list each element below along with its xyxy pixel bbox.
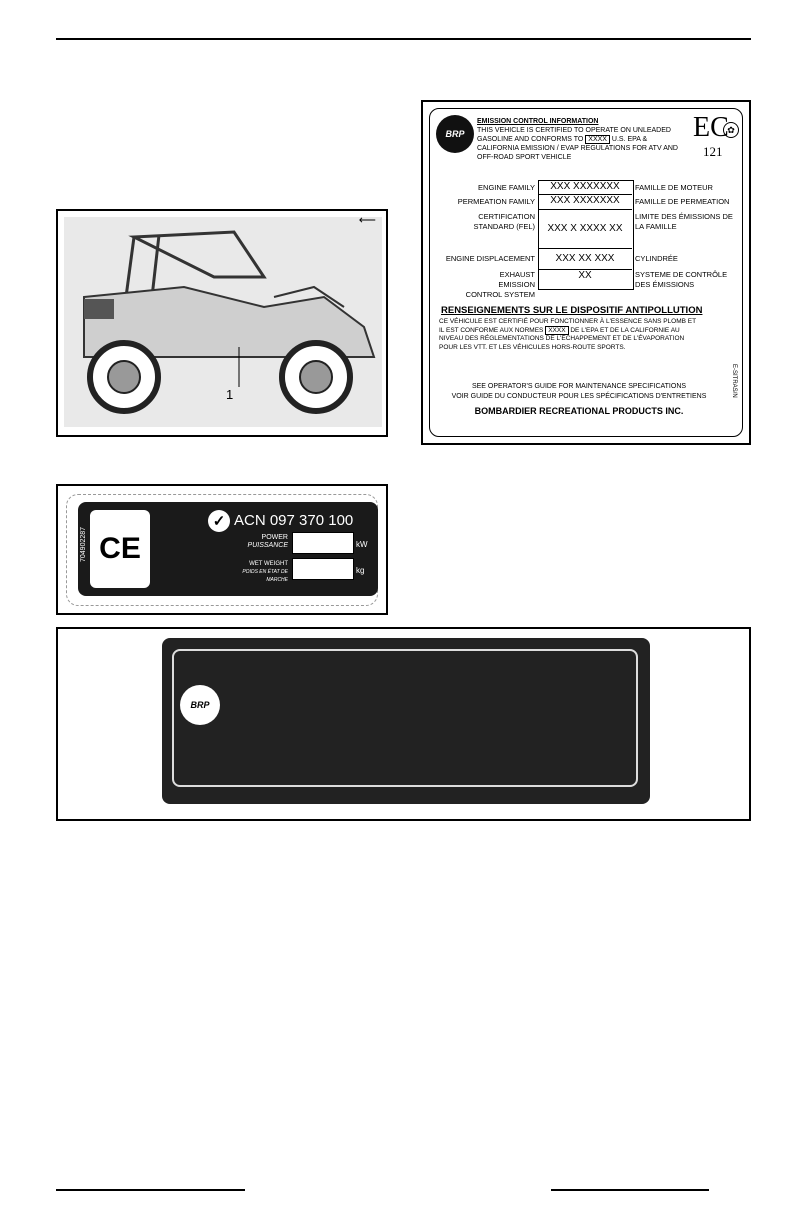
- row-value: XX: [578, 270, 592, 281]
- ce-label: [78, 502, 378, 596]
- table-divider: [538, 209, 632, 210]
- row-label-en: PERMEATION FAMILY: [457, 197, 535, 206]
- vehicle-figure: [56, 209, 388, 437]
- top-rule: [56, 38, 751, 40]
- vehicle-illustration: [64, 217, 382, 427]
- row-value: XXX XX XXX: [555, 253, 615, 264]
- bottom-rule-right: [551, 1189, 709, 1191]
- statement-line-3: CALIFORNIA EMISSION / EVAP REGULATIONS FOR ATV AND: [477, 145, 678, 152]
- weight-label: WET WEIGHT POIDS EN ÉTAT DE MARCHE: [242, 561, 288, 583]
- ce-part-code: 704902287: [80, 526, 87, 562]
- row-value: XXX X XXXX XX: [547, 223, 623, 234]
- row-label-en: ENGINE FAMILY: [478, 183, 535, 192]
- table-divider: [538, 248, 632, 249]
- bottom-rule-left: [56, 1189, 245, 1191]
- ce-label-figure: [56, 484, 388, 615]
- ce-mark: CE: [90, 510, 150, 588]
- french-statement: CE VÉHICULE EST CERTIFIÉ POUR FONCTIONNER À L'ESSENCE SANS PLOMB ET IL EST CONFORME AUX NORMES XXXX DE L'EPA ET DE LA CALIFORNIE AU NIVEAU DES RÉGLEMENTATIONS DE L'ÉCHAPPEMENT ET DE L'ÉVAPORATION POUR LES VTT. ET LES VÉHICULES HORS-ROUTE SPORTS.: [439, 318, 697, 351]
- plate-border: [172, 649, 638, 787]
- footer-en: SEE OPERATOR'S GUIDE FOR MAINTENANCE SPECIFICATIONS: [471, 383, 687, 390]
- side-by-side-vehicle-drawing: [64, 217, 382, 427]
- label-part-code: E-SITRAS/N: [731, 364, 737, 398]
- row-label-en: EXHAUST EMISSION CONTROL SYSTEM: [465, 270, 535, 299]
- footer-fr: VOIR GUIDE DU CONDUCTEUR POUR LES SPÉCIFICATIONS D'ENTRETIENS: [451, 393, 707, 400]
- plate-figure: [56, 627, 751, 821]
- statement-line-1: THIS VEHICLE IS CERTIFIED TO OPERATE ON UNLEADED: [477, 127, 671, 134]
- regulation-year-box: XXXX: [545, 326, 568, 335]
- statement-line-4: OFF-ROAD SPORT VEHICLE: [477, 154, 572, 161]
- row-label-en: ENGINE DISPLACEMENT: [445, 254, 535, 263]
- statement-line-2: GASOLINE AND CONFORMS TO XXXX U.S. EPA &: [477, 136, 648, 143]
- emission-control-label: [421, 100, 751, 445]
- ec-number: 121: [703, 144, 723, 159]
- power-label: POWER PUISSANCE: [247, 534, 288, 549]
- brp-logo: BRP: [180, 685, 220, 725]
- row-label-fr: SYSTEME DE CONTRÔLE DES ÉMISSIONS: [635, 270, 728, 289]
- ec-mark: [693, 112, 741, 162]
- acn-number: ACN 097 370 100: [234, 512, 354, 529]
- french-heading: RENSEIGNEMENTS SUR LE DISPOSITIF ANTIPOLLUTION: [441, 305, 703, 316]
- power-unit: kW: [356, 540, 368, 549]
- weight-unit: kg: [356, 566, 365, 575]
- emission-heading: EMISSION CONTROL INFORMATION: [477, 118, 599, 125]
- maple-leaf-icon: ✿: [723, 122, 739, 138]
- row-label-en: CERTIFICATION STANDARD (FEL): [473, 212, 535, 231]
- row-value: XXX XXXXXXX: [550, 181, 620, 192]
- brp-plate: [162, 638, 650, 804]
- row-label-fr: CYLINDRÉE: [635, 254, 678, 263]
- weight-field: [292, 558, 354, 580]
- company-name: BOMBARDIER RECREATIONAL PRODUCTS INC.: [474, 406, 684, 416]
- row-label-fr: FAMILLE DE PERMEATION: [635, 197, 730, 206]
- regulation-year-box: XXXX: [585, 135, 610, 144]
- c-tick-icon: ✓: [208, 510, 230, 532]
- ec-letters: EC: [693, 112, 729, 143]
- brp-logo: BRP: [436, 115, 474, 153]
- arrow-icon: ⟵: [358, 213, 376, 227]
- callout-number: 1: [226, 387, 234, 402]
- row-label-fr: LIMITE DES ÉMISSIONS DE LA FAMILLE: [635, 212, 733, 231]
- power-field: [292, 532, 354, 554]
- row-value: XXX XXXXXXX: [550, 195, 620, 206]
- emission-statement: [477, 117, 692, 162]
- row-label-fr: FAMILLE DE MOTEUR: [635, 183, 713, 192]
